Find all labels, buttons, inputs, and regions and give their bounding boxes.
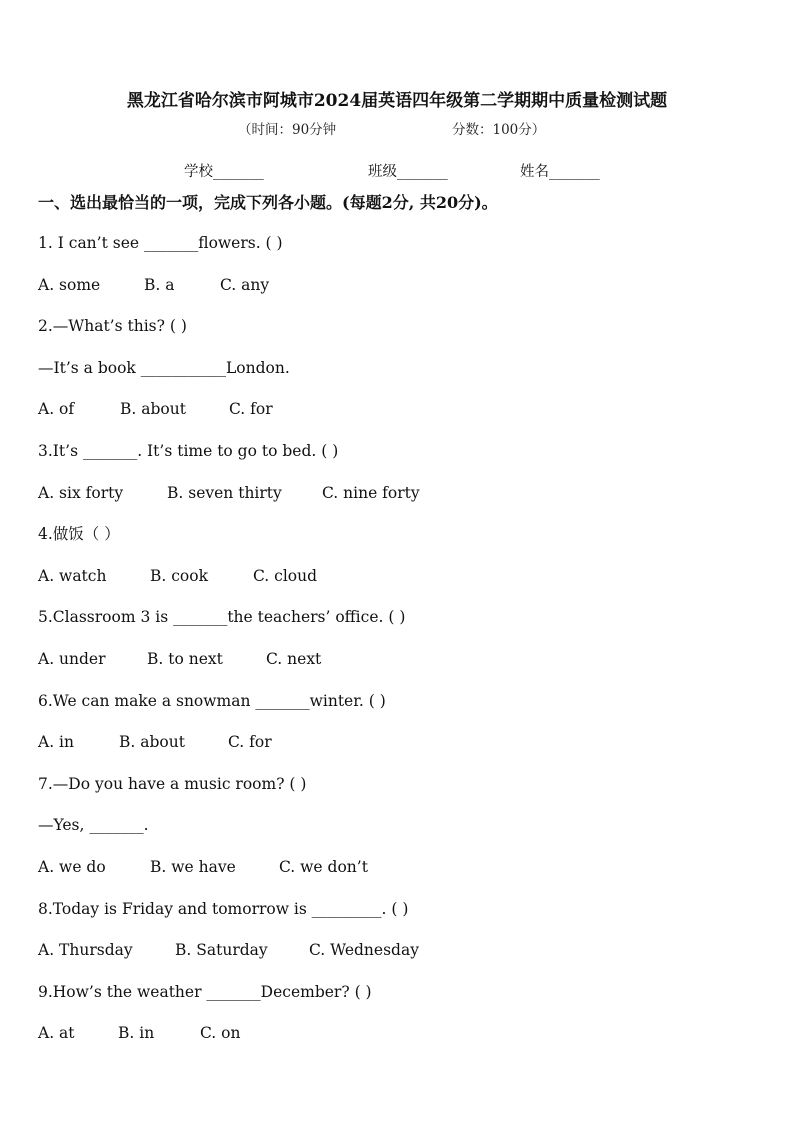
question-stem: 6.We can make a snowman _______winter. ( )	[38, 691, 386, 710]
answer-option[interactable]: A. we do	[38, 858, 106, 876]
question-stem: 1. I can’t see _______flowers. ( )	[38, 234, 283, 252]
answer-option[interactable]: B. about	[120, 400, 186, 419]
answer-option[interactable]: C. on	[200, 1024, 241, 1043]
name-field[interactable]: 姓名_______	[520, 164, 600, 180]
school-field[interactable]: 学校_______	[184, 164, 264, 180]
answer-option[interactable]: A. some	[38, 275, 101, 294]
question-stem: 2.—What’s this? ( )	[38, 317, 187, 336]
answer-option[interactable]: B. in	[118, 1024, 155, 1043]
class-field[interactable]: 班级_______	[368, 164, 448, 180]
answer-option[interactable]: A. in	[38, 733, 74, 752]
question-stem: 5.Classroom 3 is _______the teachers’ office. ( )	[38, 608, 406, 627]
answer-option[interactable]: C. for	[228, 733, 272, 752]
answer-option[interactable]: B. Saturday	[175, 941, 268, 960]
question-stem: 4.做饭（ ）	[38, 525, 120, 544]
answer-option[interactable]: C. next	[266, 650, 322, 668]
answer-option[interactable]: A. of	[38, 400, 75, 419]
answer-option[interactable]: B. about	[119, 733, 185, 752]
answer-option[interactable]: B. a	[144, 275, 175, 294]
exam-title: 黑龙江省哈尔滨市阿城市2024届英语四年级第二学期期中质量检测试题	[126, 91, 668, 111]
question-dialogue-line: —It’s a book ___________London.	[38, 358, 290, 377]
question-dialogue-line: —Yes, _______.	[38, 816, 149, 835]
question-stem: 3.It’s _______. It’s time to go to bed. ( )	[38, 442, 339, 460]
section-heading: 一、选出最恰当的一项，完成下列各小题。(每题2分, 共20分)。	[38, 193, 498, 212]
answer-option[interactable]: B. seven thirty	[167, 483, 282, 502]
answer-option[interactable]: A. Thursday	[38, 941, 133, 960]
answer-option[interactable]: B. we have	[150, 858, 236, 876]
answer-option[interactable]: A. at	[38, 1024, 75, 1043]
answer-option[interactable]: C. Wednesday	[309, 941, 419, 960]
exam-time: （时间：90分钟	[238, 122, 337, 138]
question-stem: 7.—Do you have a music room? ( )	[38, 774, 307, 793]
exam-score: 分数：100分）	[452, 122, 546, 138]
question-stem: 9.How’s the weather _______December? ( )	[38, 982, 372, 1001]
answer-option[interactable]: A. watch	[38, 566, 107, 585]
answer-option[interactable]: C. we don’t	[279, 858, 368, 876]
answer-option[interactable]: C. any	[220, 275, 270, 294]
question-stem: 8.Today is Friday and tomorrow is _________. ( )	[38, 899, 409, 918]
answer-option[interactable]: C. cloud	[253, 566, 318, 585]
answer-option[interactable]: B. to next	[147, 650, 223, 668]
answer-option[interactable]: B. cook	[150, 566, 208, 585]
answer-option[interactable]: C. for	[229, 400, 273, 419]
answer-option[interactable]: A. six forty	[38, 483, 124, 502]
answer-option[interactable]: C. nine forty	[322, 483, 420, 502]
answer-option[interactable]: A. under	[38, 650, 106, 668]
